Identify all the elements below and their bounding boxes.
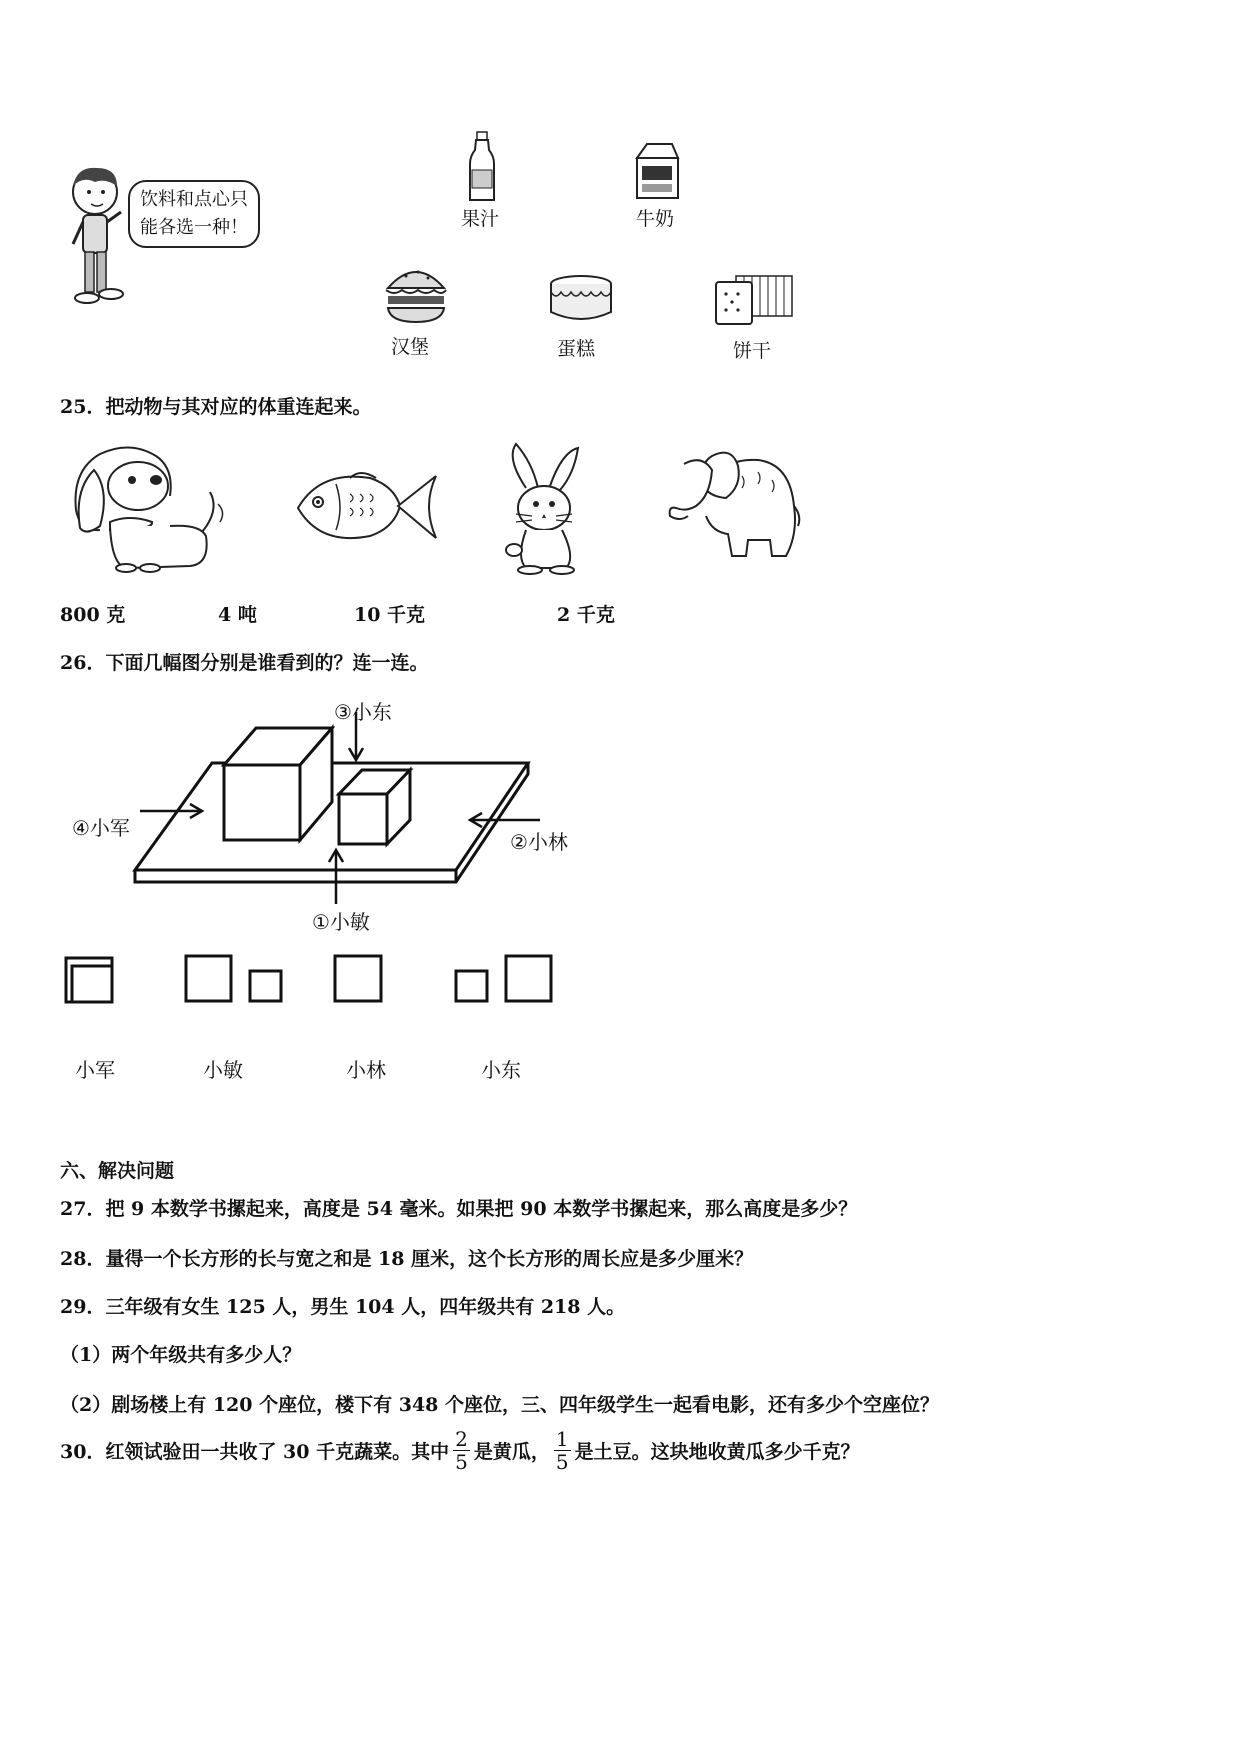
drink-label-milk: 牛奶 [636, 208, 675, 230]
question-28: 28．量得一个长方形的长与宽之和是 18 厘米，这个长方形的周长应是多少厘米？ [60, 1248, 754, 1270]
view-option-single [335, 956, 381, 1001]
view-label-top: ③小东 [334, 700, 392, 724]
weight-label: 800 克 [60, 604, 126, 626]
question-29: 29．三年级有女生 125 人，男生 104 人，四年级共有 218 人。 [60, 1296, 626, 1318]
fraction-numerator: 1 [555, 1427, 569, 1451]
viewer-name: 小林 [346, 1058, 386, 1082]
question-27: 27．把 9 本数学书摞起来，高度是 54 毫米。如果把 90 本数学书摞起来，那么高度是多少？ [60, 1198, 858, 1220]
drink-label-juice: 果汁 [461, 208, 500, 230]
question-29-2: （2）剧场楼上有 120 个座位，楼下有 348 个座位，三、四年级学生一起看电影，还有多少个空座位？ [60, 1394, 940, 1416]
fraction-denominator: 5 [455, 1450, 468, 1474]
weight-label: 2 千克 [557, 604, 615, 626]
section-title: 六、解决问题 [60, 1160, 175, 1182]
question-30-part-a: 30．红领试验田一共收了 30 千克蔬菜。其中 [60, 1441, 450, 1463]
question-29-1: （1）两个年级共有多少人？ [60, 1344, 302, 1366]
speech-line-2: 能各选一种！ [140, 217, 248, 238]
snack-label-hamburger: 汉堡 [391, 336, 430, 358]
snack-label-cake: 蛋糕 [557, 338, 596, 360]
view-label-left: ④小军 [72, 816, 130, 840]
fraction-denominator: 5 [555, 1450, 569, 1474]
view-label-right: ②小林 [510, 830, 568, 854]
view-option-small-big [456, 971, 487, 1001]
speech-line-1: 饮料和点心只 [140, 189, 248, 210]
fraction-numerator: 2 [455, 1427, 468, 1451]
weight-label: 10 千克 [354, 604, 426, 626]
q26-title: 26．下面几幅图分别是谁看到的？连一连。 [60, 652, 429, 674]
fraction-two-fifths [453, 1428, 470, 1473]
question-30 [60, 1428, 860, 1473]
q25-title: 25．把动物与其对应的体重连起来。 [60, 396, 372, 418]
weight-label: 4 吨 [218, 604, 257, 626]
question-30-part-b: 是黄瓜， [473, 1441, 550, 1463]
view-label-front: ①小敏 [312, 910, 370, 934]
fraction-one-fifth [554, 1428, 571, 1473]
view-option-big-small [186, 956, 231, 1001]
question-30-part-c: 是土豆。这块地收黄瓜多少千克？ [574, 1441, 860, 1463]
viewer-name: 小军 [75, 1058, 115, 1082]
viewer-name: 小东 [481, 1058, 521, 1082]
viewer-name: 小敏 [203, 1058, 243, 1082]
snack-label-biscuit: 饼干 [733, 340, 772, 362]
